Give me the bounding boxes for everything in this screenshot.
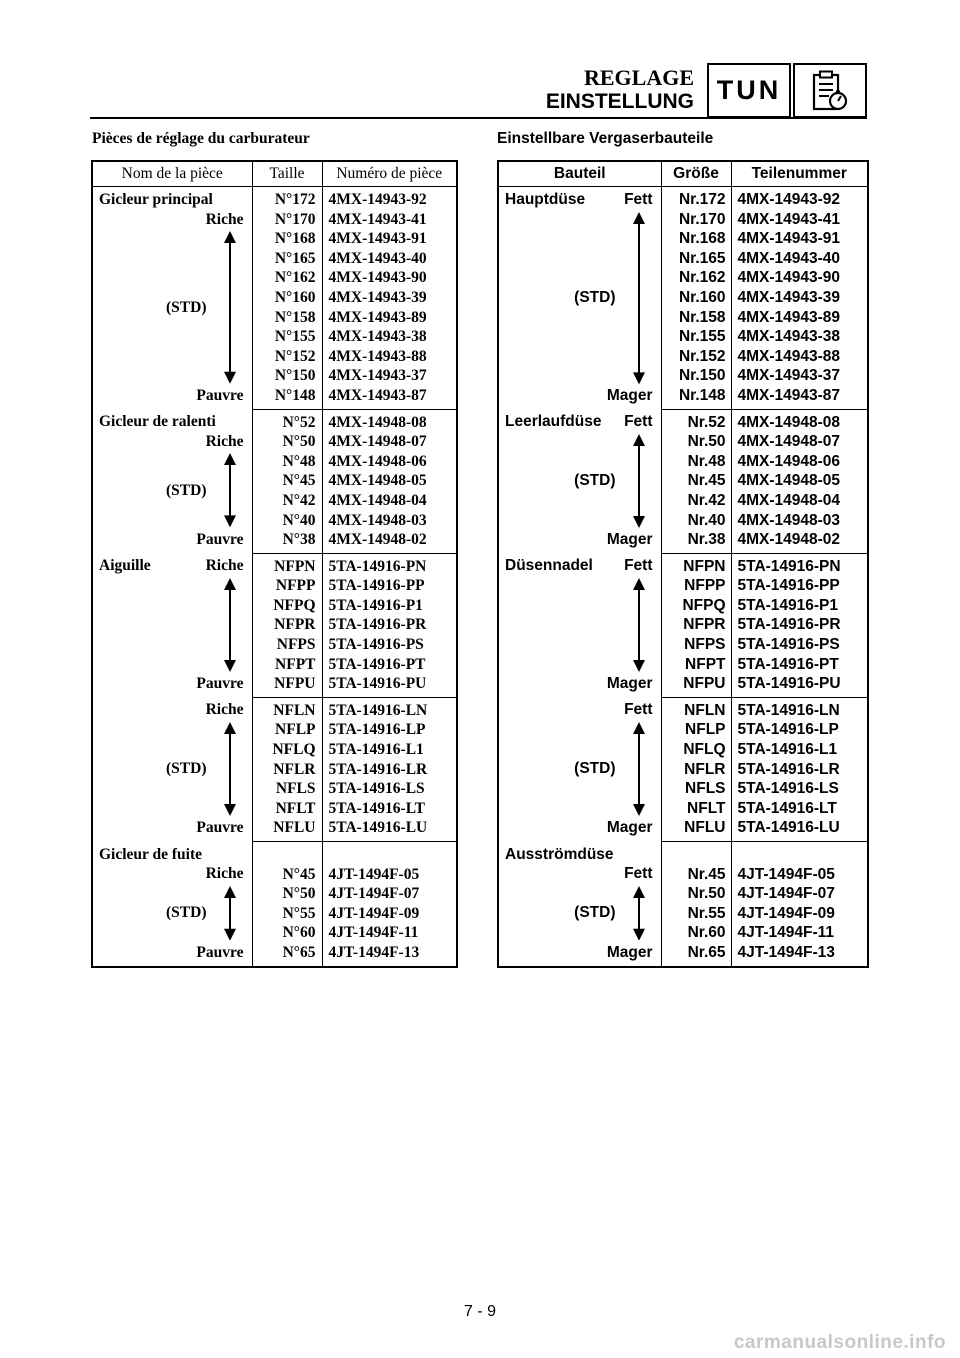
size-cell: Nr.162 [661, 268, 731, 288]
section-title-de: Einstellbare Vergaserbauteile [497, 130, 714, 147]
part-name-cell [498, 697, 661, 841]
part-number-cell: 5TA-14916-PP [328, 577, 425, 595]
size-cell: Nr.148 [661, 386, 731, 409]
part-number-cell: 4MX-14943-38 [328, 328, 427, 346]
part-name-box [499, 412, 661, 549]
double-arrow-icon [224, 231, 236, 384]
size-cell: Nr.40 [661, 511, 731, 531]
part-name-cell [92, 553, 252, 697]
size-cell: N°45 [252, 471, 322, 491]
adjustment-arrow [224, 578, 236, 678]
size-cell: N°172 [252, 187, 322, 210]
table-row [92, 187, 457, 210]
part-number-cell: 5TA-14916-PT [737, 655, 839, 673]
part-name: Düsennadel [505, 557, 593, 575]
part-name-box [93, 700, 252, 837]
size-cell: N°162 [252, 268, 322, 288]
part-number-cell: 4MX-14943-37 [328, 367, 427, 385]
part-number-cell: 5TA-14916-PS [328, 636, 424, 654]
size-cell [661, 842, 731, 865]
rich-label: Fett [624, 865, 653, 883]
rich-label: Fett [624, 557, 653, 575]
column-header: Taille [252, 161, 322, 187]
size-cell: N°48 [252, 452, 322, 472]
part-number-cell: 4MX-14943-89 [737, 308, 841, 326]
page-number: 7 - 9 [463, 1303, 496, 1320]
double-arrow-icon [633, 434, 645, 528]
std-label: (STD) [166, 904, 207, 922]
part-number-cell: 5TA-14916-P1 [737, 596, 839, 614]
size-cell: NFLT [252, 799, 322, 819]
size-cell: NFPP [252, 576, 322, 596]
part-name-cell [498, 842, 661, 967]
part-number-cell: 4JT-1494F-13 [322, 943, 457, 967]
part-number-cell: 5TA-14916-LR [737, 760, 840, 778]
part-number-cell: 5TA-14916-P1 [328, 596, 423, 614]
table-row [498, 553, 868, 576]
size-cell: N°170 [252, 210, 322, 230]
size-cell: NFPS [661, 635, 731, 655]
adjustment-arrow [224, 231, 236, 389]
lean-label: Mager [606, 530, 653, 548]
part-name-cell [92, 697, 252, 841]
part-number-cell: 4JT-1494F-05 [737, 865, 835, 883]
part-name: Gicleur principal [99, 191, 213, 208]
size-cell: Nr.170 [661, 210, 731, 230]
size-cell: NFLU [252, 818, 322, 841]
size-cell: Nr.45 [661, 865, 731, 885]
part-number-cell: 4JT-1494F-13 [731, 943, 868, 967]
adjustment-arrow [633, 886, 645, 946]
part-number-cell: 5TA-14916-PU [322, 674, 457, 697]
part-number-cell: 5TA-14916-LN [737, 701, 840, 719]
part-number-cell: 4MX-14943-40 [737, 249, 841, 267]
section-title-fr: Pièces de réglage du carburateur [92, 130, 310, 147]
part-number-cell: 4MX-14943-90 [737, 269, 841, 287]
std-label: (STD) [166, 481, 207, 499]
adjustment-arrow [633, 722, 645, 822]
column-header: Größe [661, 161, 731, 187]
part-number-cell: 4MX-14948-02 [731, 530, 868, 553]
size-cell: N°50 [252, 884, 322, 904]
part-number-cell: 4MX-14943-39 [737, 288, 841, 306]
part-number-cell: 4MX-14943-38 [737, 328, 841, 346]
part-number-cell: 5TA-14916-PR [737, 616, 841, 634]
part-number-cell: 4MX-14943-88 [737, 347, 841, 365]
clipboard-stopwatch-icon [793, 63, 867, 118]
part-number-cell: 4MX-14948-05 [328, 472, 427, 490]
part-number-cell: 5TA-14916-LN [328, 701, 428, 719]
size-cell: Nr.168 [661, 229, 731, 249]
part-number-cell: 5TA-14916-LP [328, 721, 426, 739]
lean-label: Pauvre [196, 818, 244, 836]
part-name-box [499, 190, 661, 406]
part-number-cell: 4JT-1494F-11 [328, 924, 419, 942]
part-number-cell: 4MX-14943-41 [737, 210, 841, 228]
part-name: Ausströmdüse [505, 845, 614, 863]
size-cell: Nr.155 [661, 327, 731, 347]
part-name: Gicleur de ralenti [99, 413, 216, 431]
part-number-cell: 4MX-14943-89 [328, 308, 427, 326]
size-cell: Nr.152 [661, 347, 731, 367]
size-cell: Nr.160 [661, 288, 731, 308]
size-cell: N°42 [252, 491, 322, 511]
rich-label: Fett [624, 191, 653, 208]
rich-label: Fett [624, 701, 653, 719]
size-cell: N°152 [252, 347, 322, 367]
size-cell: N°160 [252, 288, 322, 308]
part-name-cell [498, 187, 661, 410]
column-header: Numéro de pièce [322, 161, 457, 187]
size-cell: N°168 [252, 229, 322, 249]
part-number-cell: 5TA-14916-LS [737, 780, 839, 798]
part-number-cell: 5TA-14916-LR [328, 760, 428, 778]
part-name: Hauptdüse [505, 191, 586, 208]
part-name-cell [92, 409, 252, 553]
table-row [498, 697, 868, 720]
part-number-cell: 4JT-1494F-07 [328, 885, 420, 903]
size-cell: N°65 [252, 943, 322, 967]
column-header: Nom de la pièce [92, 161, 252, 187]
part-number-cell: 5TA-14916-LU [731, 818, 868, 841]
double-arrow-icon [633, 886, 645, 941]
part-name-box [93, 845, 252, 963]
part-number-cell: 4MX-14948-07 [328, 433, 427, 451]
size-cell: Nr.158 [661, 308, 731, 328]
size-cell: NFPN [661, 553, 731, 576]
part-number-cell: 5TA-14916-L1 [328, 741, 424, 759]
lean-label: Pauvre [196, 387, 244, 404]
part-name-cell [92, 187, 252, 410]
size-cell: NFLQ [661, 740, 731, 760]
header-title-de: EINSTELLUNG [545, 90, 694, 113]
lean-label: Mager [606, 387, 653, 404]
part-number-cell: 5TA-14916-LT [328, 799, 425, 817]
part-number-cell: 4JT-1494F-07 [737, 885, 835, 903]
header-titles [546, 66, 694, 114]
double-arrow-icon [224, 722, 236, 816]
size-cell: NFPQ [252, 596, 322, 616]
section-code: TUN [716, 75, 782, 105]
part-number-cell: 4MX-14943-91 [328, 230, 427, 248]
size-cell: N°60 [252, 923, 322, 943]
part-number-cell: 5TA-14916-PN [737, 557, 841, 575]
part-number-cell: 4MX-14948-07 [737, 433, 841, 451]
std-label: (STD) [574, 289, 616, 306]
size-cell: Nr.150 [661, 366, 731, 386]
size-cell: NFPR [661, 615, 731, 635]
column-header: Teilenummer [731, 161, 868, 187]
double-arrow-icon [224, 453, 236, 527]
part-number-cell: 4MX-14948-03 [328, 511, 427, 529]
std-label: (STD) [166, 298, 207, 316]
part-name-box [93, 190, 252, 406]
part-number-cell: 4MX-14943-87 [731, 386, 868, 409]
part-name-cell [498, 409, 661, 553]
size-cell: N°45 [252, 865, 322, 885]
std-label: (STD) [574, 471, 616, 489]
part-number-cell: 4MX-14948-03 [737, 511, 841, 529]
size-cell: NFLN [252, 697, 322, 720]
part-name: Aiguille [99, 557, 151, 575]
part-number-cell: 5TA-14916-LP [737, 721, 839, 739]
part-name-box [93, 412, 252, 549]
part-number-cell: 4MX-14948-08 [328, 413, 427, 431]
lean-label: Pauvre [196, 674, 244, 692]
size-cell: Nr.42 [661, 491, 731, 511]
part-number-cell: 5TA-14916-PN [328, 557, 427, 575]
size-cell: NFPR [252, 615, 322, 635]
part-number-cell: 4MX-14943-92 [328, 191, 427, 208]
part-number-cell: 4MX-14943-87 [322, 386, 457, 409]
adjustment-arrow [224, 453, 236, 533]
part-number-cell: 5TA-14916-LU [322, 818, 457, 841]
size-cell: NFPQ [661, 596, 731, 616]
size-cell: NFLS [661, 779, 731, 799]
part-name-box [499, 700, 661, 837]
part-name-box [499, 556, 661, 693]
adjustment-arrow [633, 578, 645, 678]
header-rule [90, 117, 867, 119]
std-label: (STD) [574, 904, 616, 922]
size-cell: NFPP [661, 576, 731, 596]
part-number-cell: 4MX-14948-04 [737, 491, 841, 509]
table-row [92, 553, 457, 576]
lean-label: Mager [606, 674, 653, 692]
part-number-cell: 4JT-1494F-05 [328, 865, 420, 883]
double-arrow-icon [224, 578, 236, 672]
std-label: (STD) [166, 760, 207, 778]
size-cell: N°50 [252, 432, 322, 452]
lean-label: Mager [606, 818, 653, 836]
rich-label: Riche [205, 432, 244, 450]
part-name-cell [498, 553, 661, 697]
adjustment-arrow [224, 886, 236, 946]
part-name: Gicleur de fuite [99, 845, 203, 863]
size-cell: N°150 [252, 366, 322, 386]
size-cell: Nr.50 [661, 884, 731, 904]
part-number-cell: 5TA-14916-PT [328, 655, 426, 673]
lean-label: Pauvre [196, 943, 244, 961]
size-cell: NFPU [252, 674, 322, 697]
size-cell: Nr.65 [661, 943, 731, 967]
column-header: Bauteil [498, 161, 661, 187]
double-arrow-icon [224, 886, 236, 941]
part-number-cell: 5TA-14916-PP [737, 577, 840, 595]
lean-label: Pauvre [196, 530, 244, 548]
part-name: Leerlaufdüse [505, 413, 602, 431]
size-cell: NFPN [252, 553, 322, 576]
part-number-cell: 5TA-14916-PS [737, 636, 840, 654]
part-number-cell: 5TA-14916-LT [737, 799, 837, 817]
size-cell: NFLP [252, 720, 322, 740]
part-number-cell: 4MX-14948-02 [322, 530, 457, 553]
part-number-cell: 5TA-14916-L1 [737, 741, 838, 759]
part-number-cell: 4MX-14948-06 [737, 452, 841, 470]
adjustment-arrow [633, 434, 645, 534]
part-number-cell: 5TA-14916-PR [328, 616, 427, 634]
rich-label: Riche [205, 701, 244, 719]
part-number-cell [322, 842, 457, 865]
part-number-cell: 4MX-14943-91 [737, 230, 841, 248]
table-row [92, 842, 457, 865]
rich-label: Fett [624, 413, 653, 431]
adjustment-arrow [224, 722, 236, 822]
part-number-cell: 4JT-1494F-11 [737, 924, 835, 942]
size-cell: Nr.60 [661, 923, 731, 943]
carburetor-parts-table-fr [91, 160, 458, 968]
part-number-cell: 4JT-1494F-09 [737, 904, 835, 922]
size-cell: Nr.48 [661, 452, 731, 472]
part-number-cell: 4MX-14943-41 [328, 210, 427, 228]
size-cell: NFLQ [252, 740, 322, 760]
double-arrow-icon [633, 722, 645, 816]
size-cell: NFLP [661, 720, 731, 740]
size-cell: NFPU [661, 674, 731, 697]
part-number-cell: 5TA-14916-PU [731, 674, 868, 697]
lean-label: Mager [606, 943, 653, 961]
size-cell: NFLT [661, 799, 731, 819]
rich-label: Riche [205, 865, 244, 883]
part-number-cell: 5TA-14916-LS [328, 780, 425, 798]
size-cell: N°52 [252, 409, 322, 432]
double-arrow-icon [633, 212, 645, 384]
part-number-cell: 4MX-14943-39 [328, 288, 427, 306]
part-number-cell [731, 842, 868, 865]
size-cell: Nr.45 [661, 471, 731, 491]
size-cell: N°38 [252, 530, 322, 553]
part-number-cell: 4MX-14948-06 [328, 452, 427, 470]
part-number-cell: 4MX-14943-92 [737, 191, 841, 208]
part-number-cell: 4MX-14948-08 [737, 413, 841, 431]
adjustment-arrow [633, 212, 645, 390]
table-row [498, 842, 868, 865]
part-name-cell [92, 842, 252, 967]
size-cell: N°40 [252, 511, 322, 531]
table-row [498, 409, 868, 432]
rich-label: Riche [205, 210, 244, 228]
part-number-cell: 4MX-14943-90 [328, 269, 427, 287]
part-number-cell: 4MX-14943-37 [737, 367, 841, 385]
part-name-box [93, 556, 252, 693]
size-cell: Nr.165 [661, 249, 731, 269]
size-cell: N°148 [252, 386, 322, 409]
size-cell: Nr.50 [661, 432, 731, 452]
size-cell: N°158 [252, 308, 322, 328]
size-cell: Nr.52 [661, 409, 731, 432]
table-row [92, 409, 457, 432]
size-cell: NFPS [252, 635, 322, 655]
size-cell: NFLR [661, 760, 731, 780]
carburetor-parts-table-de [497, 160, 869, 968]
size-cell: N°55 [252, 904, 322, 924]
section-code-box [707, 63, 791, 118]
part-number-cell: 4MX-14948-04 [328, 491, 427, 509]
double-arrow-icon [633, 578, 645, 672]
size-cell: N°155 [252, 327, 322, 347]
part-number-cell: 4JT-1494F-09 [328, 904, 420, 922]
size-cell [252, 842, 322, 865]
header-title-fr: REGLAGE [583, 65, 694, 90]
part-number-cell: 4MX-14943-88 [328, 347, 427, 365]
part-name-box [499, 845, 661, 963]
size-cell: NFLR [252, 760, 322, 780]
size-cell: NFLS [252, 779, 322, 799]
size-cell: N°165 [252, 249, 322, 269]
rich-label: Riche [205, 557, 244, 575]
size-cell: Nr.55 [661, 904, 731, 924]
size-cell: NFLN [661, 697, 731, 720]
watermark: carmanualsonline.info [733, 1332, 946, 1353]
size-cell: NFLU [661, 818, 731, 841]
part-number-cell: 4MX-14943-40 [328, 249, 427, 267]
std-label: (STD) [574, 760, 616, 778]
size-cell: Nr.38 [661, 530, 731, 553]
part-number-cell: 4MX-14948-05 [737, 472, 841, 490]
table-row [498, 187, 868, 210]
size-cell: Nr.172 [661, 187, 731, 210]
size-cell: NFPT [252, 655, 322, 675]
size-cell: NFPT [661, 655, 731, 675]
table-row [92, 697, 457, 720]
